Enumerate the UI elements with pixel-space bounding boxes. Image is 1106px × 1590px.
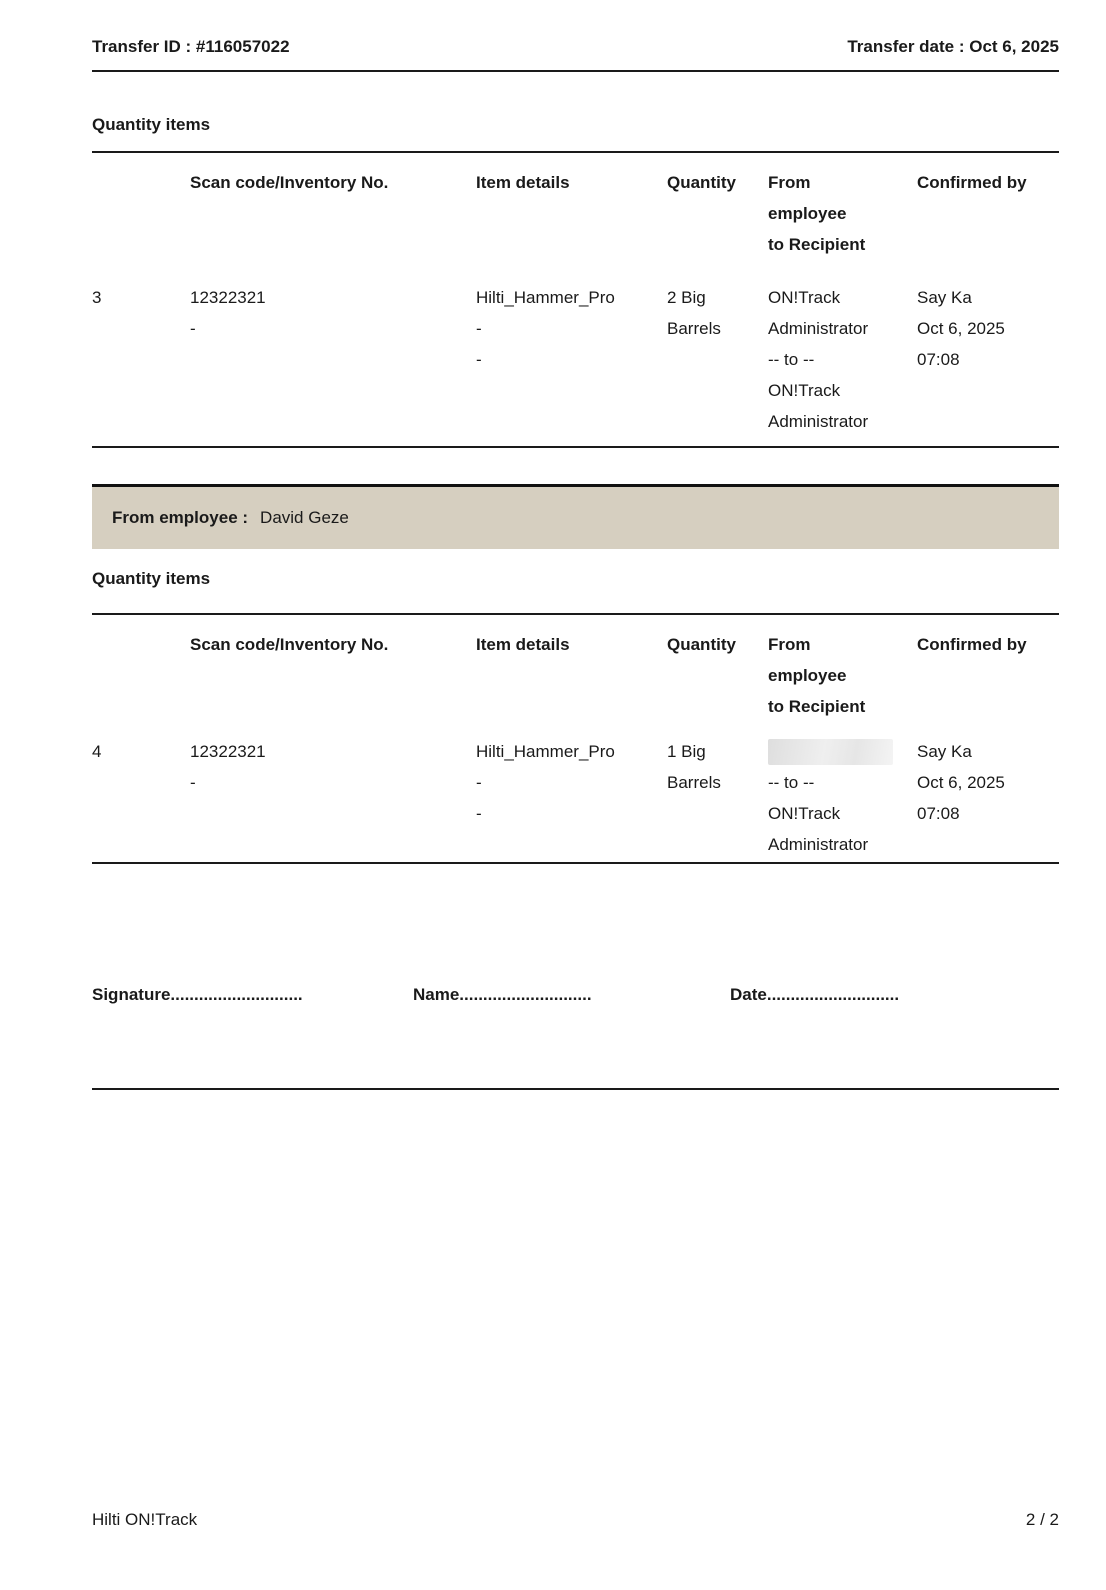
bottom-divider xyxy=(92,1088,1059,1090)
header-from-employee xyxy=(768,167,917,260)
date-field-label: Date............................ xyxy=(730,985,900,1004)
table-row xyxy=(92,736,1059,862)
table-header-row xyxy=(92,153,1059,260)
quantity-line: 1 Big xyxy=(667,742,706,761)
header-from-line: to Recipient xyxy=(768,697,866,716)
transfer-id: Transfer ID : #116057022 xyxy=(92,37,290,56)
quantity-cell xyxy=(667,282,768,437)
quantity-items-table-2 xyxy=(92,613,1059,864)
header-index-spacer xyxy=(92,629,190,722)
document-header xyxy=(92,0,1059,72)
scan-code-line: 12322321 xyxy=(190,288,266,307)
confirmed-by-line: 07:08 xyxy=(917,350,960,369)
item-details-cell xyxy=(476,282,667,437)
signature-block xyxy=(92,984,1059,1005)
header-from-line: employee xyxy=(768,666,847,685)
from-to-cell xyxy=(768,736,917,860)
from-to-line: Administrator xyxy=(768,835,869,854)
header-confirmed-by: Confirmed by xyxy=(917,173,1027,192)
section-title-quantity-items-1: Quantity items xyxy=(92,115,211,134)
scan-code-cell xyxy=(190,282,476,437)
from-to-line: ON!Track xyxy=(768,381,841,400)
confirmed-by-line: 07:08 xyxy=(917,804,960,823)
footer-page-indicator: 2 / 2 xyxy=(1025,1510,1059,1529)
from-to-line: ON!Track xyxy=(768,288,841,307)
quantity-items-table-1 xyxy=(92,151,1059,448)
header-confirmed-by: Confirmed by xyxy=(917,635,1027,654)
scan-code-line: - xyxy=(190,773,196,792)
transfer-date: Transfer date : Oct 6, 2025 xyxy=(847,37,1059,56)
confirmed-by-line: Say Ka xyxy=(917,742,972,761)
header-from-line: employee xyxy=(768,204,847,223)
header-from-line: From xyxy=(768,635,811,654)
from-to-line: Administrator xyxy=(768,319,869,338)
quantity-line: 2 Big xyxy=(667,288,706,307)
from-to-line: ON!Track xyxy=(768,804,841,823)
item-details-cell xyxy=(476,736,667,860)
scan-code-line: 12322321 xyxy=(190,742,266,761)
quantity-cell xyxy=(667,736,768,860)
header-index-spacer xyxy=(92,167,190,260)
report-content xyxy=(92,0,1059,1090)
table-row xyxy=(92,282,1059,446)
name-field-label: Name............................ xyxy=(413,985,592,1004)
header-from-line: From xyxy=(768,173,811,192)
section-title-quantity-items-2: Quantity items xyxy=(92,569,211,588)
quantity-line: Barrels xyxy=(667,319,721,338)
quantity-line: Barrels xyxy=(667,773,721,792)
header-scan-code: Scan code/Inventory No. xyxy=(190,635,389,654)
from-employee-label: From employee : xyxy=(112,508,249,527)
footer-app-name: Hilti ON!Track xyxy=(92,1510,198,1529)
item-details-line: Hilti_Hammer_Pro xyxy=(476,288,615,307)
table-header-row xyxy=(92,615,1059,722)
item-details-line: - xyxy=(476,804,482,823)
scan-code-line: - xyxy=(190,319,196,338)
from-to-cell xyxy=(768,282,917,437)
item-details-line: - xyxy=(476,350,482,369)
document-footer xyxy=(92,1509,1059,1530)
confirmed-by-line: Say Ka xyxy=(917,288,972,307)
from-employee-banner xyxy=(92,484,1059,549)
confirmed-by-cell xyxy=(917,282,1059,437)
row-index: 4 xyxy=(92,742,102,761)
from-employee-value: David Geze xyxy=(260,508,349,527)
confirmed-by-cell xyxy=(917,736,1059,860)
header-from-employee xyxy=(768,629,917,722)
confirmed-by-line: Oct 6, 2025 xyxy=(917,319,1005,338)
from-to-line: Administrator xyxy=(768,412,869,431)
item-details-line: - xyxy=(476,773,482,792)
item-details-line: Hilti_Hammer_Pro xyxy=(476,742,615,761)
header-scan-code: Scan code/Inventory No. xyxy=(190,173,389,192)
redacted-name-blur xyxy=(768,739,893,765)
header-item-details: Item details xyxy=(476,635,570,654)
header-item-details: Item details xyxy=(476,173,570,192)
header-from-line: to Recipient xyxy=(768,235,866,254)
confirmed-by-line: Oct 6, 2025 xyxy=(917,773,1005,792)
from-to-line: -- to -- xyxy=(768,350,815,369)
row-index: 3 xyxy=(92,288,102,307)
from-to-line: -- to -- xyxy=(768,773,815,792)
item-details-line: - xyxy=(476,319,482,338)
signature-field-label: Signature............................ xyxy=(92,985,303,1004)
header-quantity: Quantity xyxy=(667,173,736,192)
header-quantity: Quantity xyxy=(667,635,736,654)
scan-code-cell xyxy=(190,736,476,860)
